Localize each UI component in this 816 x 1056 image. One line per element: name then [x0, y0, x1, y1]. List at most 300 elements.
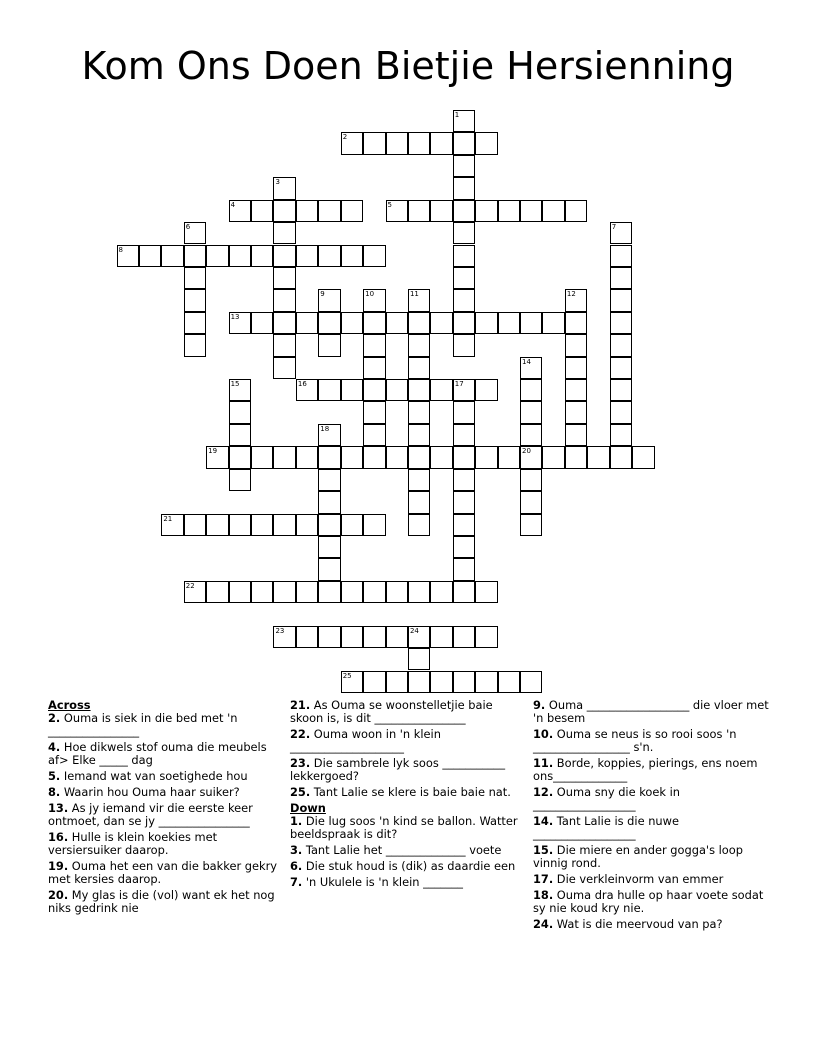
grid-cell[interactable] — [206, 581, 228, 603]
grid-cell[interactable] — [453, 334, 475, 356]
grid-cell[interactable] — [273, 334, 295, 356]
clue-item — [290, 699, 522, 725]
grid-cell[interactable] — [386, 671, 408, 693]
clue-item-number: 13. — [48, 801, 69, 815]
grid-cell[interactable] — [273, 177, 295, 199]
grid-cell[interactable] — [565, 424, 587, 446]
clue-item — [290, 876, 522, 889]
grid-cell[interactable] — [408, 514, 430, 536]
clue-item — [48, 889, 280, 915]
clue-item-text: Wat is die meervoud van pa? — [553, 917, 723, 931]
clue-number: 25 — [342, 671, 352, 680]
grid-cell[interactable] — [296, 626, 318, 648]
clue-item-text: My glas is die (vol) want ek het nog niks gedrink nie — [48, 888, 275, 915]
clue-number: 12 — [566, 290, 576, 299]
clue-item — [290, 844, 522, 857]
grid-cell[interactable] — [610, 424, 632, 446]
grid-cell[interactable] — [273, 267, 295, 289]
grid-cell[interactable] — [251, 312, 273, 334]
grid-cell[interactable] — [318, 626, 340, 648]
grid-cell[interactable] — [229, 514, 251, 536]
clue-item-number: 25. — [290, 785, 311, 799]
clue-number: 23 — [275, 626, 285, 635]
grid-cell[interactable] — [318, 558, 340, 580]
grid-cell[interactable] — [453, 289, 475, 311]
grid-cell[interactable] — [363, 312, 385, 334]
grid-cell[interactable] — [296, 245, 318, 267]
grid-cell[interactable] — [475, 132, 497, 154]
grid-cell[interactable] — [251, 245, 273, 267]
clue-item-number: 10. — [533, 727, 554, 741]
grid-cell[interactable] — [363, 581, 385, 603]
clue-item — [48, 712, 280, 738]
grid-cell[interactable] — [453, 491, 475, 513]
grid-cell[interactable] — [453, 177, 475, 199]
grid-cell[interactable] — [161, 514, 183, 536]
grid-cell[interactable] — [498, 312, 520, 334]
clue-item-number: 8. — [48, 785, 61, 799]
grid-cell[interactable] — [251, 200, 273, 222]
grid-cell[interactable] — [520, 514, 542, 536]
clue-item — [48, 860, 280, 886]
grid-cell[interactable] — [318, 536, 340, 558]
clue-number: 13 — [230, 312, 240, 321]
grid-cell[interactable] — [453, 267, 475, 289]
grid-cell[interactable] — [453, 514, 475, 536]
grid-cell[interactable] — [363, 626, 385, 648]
clue-item-number: 3. — [290, 843, 303, 857]
grid-cell[interactable] — [408, 581, 430, 603]
grid-cell[interactable] — [184, 267, 206, 289]
clue-item-number: 12. — [533, 785, 554, 799]
clue-item — [290, 757, 522, 783]
grid-cell[interactable] — [341, 379, 363, 401]
grid-cell[interactable] — [273, 200, 295, 222]
grid-cell[interactable] — [430, 312, 452, 334]
clue-item-text: Die lug soos 'n kind se ballon. Watter beeldspraak is dit? — [290, 814, 518, 841]
grid-cell[interactable] — [363, 446, 385, 468]
grid-cell[interactable] — [565, 200, 587, 222]
clue-item — [290, 860, 522, 873]
clue-number: 17 — [454, 380, 464, 389]
across-heading: Across — [48, 698, 91, 712]
clue-item — [533, 815, 773, 841]
grid-cell[interactable] — [475, 200, 497, 222]
grid-cell[interactable] — [430, 200, 452, 222]
grid-cell[interactable] — [610, 312, 632, 334]
clue-item-text: Ouma woon in 'n klein ____________________ — [290, 727, 441, 754]
grid-cell[interactable] — [206, 245, 228, 267]
clue-item-number: 14. — [533, 814, 554, 828]
grid-cell[interactable] — [206, 446, 228, 468]
clue-item — [533, 889, 773, 915]
grid-cell[interactable] — [542, 200, 564, 222]
clue-number: 21 — [163, 514, 173, 523]
clue-item-text: Waarin hou Ouma haar suiker? — [60, 785, 240, 799]
clue-number: 9 — [320, 290, 325, 299]
grid-cell[interactable] — [318, 245, 340, 267]
grid-cell[interactable] — [206, 514, 228, 536]
grid-cell[interactable] — [318, 200, 340, 222]
grid-cell[interactable] — [363, 514, 385, 536]
grid-cell[interactable] — [318, 491, 340, 513]
clue-item — [290, 786, 522, 799]
grid-cell[interactable] — [475, 626, 497, 648]
grid-cell[interactable] — [341, 446, 363, 468]
grid-cell[interactable] — [408, 334, 430, 356]
grid-cell[interactable] — [341, 245, 363, 267]
clue-item-number: 11. — [533, 756, 554, 770]
clue-item-text: Ouma het een van die bakker gekry met kersies daarop. — [48, 859, 278, 886]
grid-cell[interactable] — [296, 514, 318, 536]
grid-cell[interactable] — [318, 446, 340, 468]
grid-cell[interactable] — [318, 334, 340, 356]
grid-cell[interactable] — [453, 424, 475, 446]
grid-cell[interactable] — [386, 132, 408, 154]
grid-cell[interactable] — [229, 446, 251, 468]
clue-item — [533, 699, 773, 725]
grid-cell[interactable] — [475, 671, 497, 693]
clue-item-text: As jy iemand vir die eerste keer ontmoet, dan se jy ________________ — [48, 801, 253, 828]
grid-cell[interactable] — [475, 379, 497, 401]
grid-cell[interactable] — [408, 200, 430, 222]
grid-cell[interactable] — [318, 581, 340, 603]
clue-item — [533, 844, 773, 870]
clue-column-1 — [48, 699, 280, 918]
clue-item-number: 9. — [533, 698, 546, 712]
grid-cell[interactable] — [386, 312, 408, 334]
grid-cell[interactable] — [363, 401, 385, 423]
grid-cell[interactable] — [341, 581, 363, 603]
clue-item-text: Ouma __________________ die vloer met 'n besem — [533, 698, 769, 725]
grid-cell[interactable] — [498, 446, 520, 468]
grid-cell[interactable] — [386, 200, 408, 222]
clue-number: 3 — [275, 178, 280, 187]
grid-cell[interactable] — [453, 401, 475, 423]
clue-item-number: 4. — [48, 740, 61, 754]
grid-cell[interactable] — [408, 446, 430, 468]
grid-cell[interactable] — [453, 200, 475, 222]
grid-cell[interactable] — [363, 379, 385, 401]
grid-cell[interactable] — [430, 626, 452, 648]
grid-cell[interactable] — [273, 446, 295, 468]
clue-column-3 — [533, 699, 773, 934]
grid-cell[interactable] — [341, 671, 363, 693]
clue-item-number: 15. — [533, 843, 554, 857]
grid-cell[interactable] — [363, 334, 385, 356]
grid-cell[interactable] — [453, 132, 475, 154]
grid-cell[interactable] — [565, 334, 587, 356]
clue-item-number: 22. — [290, 727, 311, 741]
clue-item-text: Borde, koppies, pierings, ens noem ons_____________ — [533, 756, 758, 783]
grid-cell[interactable] — [184, 514, 206, 536]
grid-cell[interactable] — [318, 289, 340, 311]
grid-cell[interactable] — [229, 581, 251, 603]
grid-cell[interactable] — [520, 357, 542, 379]
clue-item-text: Iemand wat van soetighede hou — [60, 769, 248, 783]
grid-cell[interactable] — [610, 222, 632, 244]
grid-cell[interactable] — [273, 514, 295, 536]
grid-cell[interactable] — [520, 200, 542, 222]
clue-number: 24 — [409, 626, 419, 635]
grid-cell[interactable] — [453, 536, 475, 558]
grid-cell[interactable] — [520, 312, 542, 334]
grid-cell[interactable] — [453, 446, 475, 468]
grid-cell[interactable] — [184, 334, 206, 356]
grid-cell[interactable] — [430, 671, 452, 693]
clue-number: 18 — [320, 424, 330, 433]
clue-number: 15 — [230, 380, 240, 389]
grid-cell[interactable] — [273, 245, 295, 267]
grid-cell[interactable] — [341, 200, 363, 222]
grid-cell[interactable] — [610, 401, 632, 423]
clue-item — [533, 786, 773, 812]
clue-item-text: Tant Lalie het ______________ voete — [302, 843, 502, 857]
clue-item-text: Ouma sny die koek in __________________ — [533, 785, 680, 812]
clue-number: 11 — [409, 290, 419, 299]
grid-cell[interactable] — [430, 379, 452, 401]
clue-number: 10 — [365, 290, 375, 299]
grid-cell[interactable] — [139, 245, 161, 267]
grid-cell[interactable] — [386, 379, 408, 401]
clue-item-text: As Ouma se woonstelletjie baie skoon is, is dit ________________ — [290, 698, 493, 725]
grid-cell[interactable] — [296, 379, 318, 401]
clue-item-number: 17. — [533, 872, 554, 886]
grid-cell[interactable] — [453, 581, 475, 603]
clue-number: 6 — [185, 223, 191, 232]
grid-cell[interactable] — [430, 132, 452, 154]
grid-cell[interactable] — [408, 357, 430, 379]
clue-item-text: Tant Lalie se klere is baie baie nat. — [310, 785, 511, 799]
grid-cell[interactable] — [318, 424, 340, 446]
clue-number: 1 — [454, 111, 460, 119]
clue-item-text: Die verkleinvorm van emmer — [553, 872, 724, 886]
clue-item — [290, 728, 522, 754]
grid-cell[interactable] — [363, 671, 385, 693]
clue-item — [533, 873, 773, 886]
grid-cell[interactable] — [475, 581, 497, 603]
grid-cell[interactable] — [610, 245, 632, 267]
grid-cell[interactable] — [363, 357, 385, 379]
clue-item — [533, 728, 773, 754]
grid-cell[interactable] — [520, 446, 542, 468]
grid-cell[interactable] — [610, 334, 632, 356]
grid-cell[interactable] — [408, 312, 430, 334]
grid-cell[interactable] — [610, 289, 632, 311]
grid-cell[interactable] — [386, 581, 408, 603]
grid-cell[interactable] — [610, 357, 632, 379]
grid-cell[interactable] — [520, 671, 542, 693]
grid-cell[interactable] — [520, 424, 542, 446]
clue-item — [533, 757, 773, 783]
grid-cell[interactable] — [184, 289, 206, 311]
clue-item-text: Hulle is klein koekies met versiersuiker daarop. — [48, 830, 218, 857]
grid-cell[interactable] — [363, 424, 385, 446]
grid-cell[interactable] — [229, 469, 251, 491]
grid-cell[interactable] — [117, 245, 139, 267]
grid-cell[interactable] — [408, 424, 430, 446]
grid-cell[interactable] — [453, 155, 475, 177]
grid-cell[interactable] — [498, 200, 520, 222]
grid-cell[interactable] — [453, 110, 475, 132]
grid-cell[interactable] — [453, 222, 475, 244]
grid-cell[interactable] — [229, 379, 251, 401]
grid-cell[interactable] — [251, 581, 273, 603]
grid-cell[interactable] — [229, 401, 251, 423]
clue-number: 19 — [208, 447, 218, 456]
grid-cell[interactable] — [341, 626, 363, 648]
clue-item-number: 23. — [290, 756, 311, 770]
clue-item-text: Tant Lalie is die nuwe __________________ — [533, 814, 679, 841]
clue-item-number: 5. — [48, 769, 61, 783]
grid-cell[interactable] — [273, 289, 295, 311]
grid-cell[interactable] — [273, 626, 295, 648]
grid-cell[interactable] — [386, 626, 408, 648]
grid-cell[interactable] — [453, 245, 475, 267]
clue-number: 14 — [522, 357, 531, 366]
grid-cell[interactable] — [251, 514, 273, 536]
clue-item-number: 18. — [533, 888, 554, 902]
grid-cell[interactable] — [184, 245, 206, 267]
clue-item-number: 2. — [48, 711, 61, 725]
clue-number: 4 — [230, 200, 236, 209]
grid-cell[interactable] — [408, 401, 430, 423]
grid-cell[interactable] — [408, 648, 430, 670]
grid-cell[interactable] — [565, 357, 587, 379]
grid-cell[interactable] — [229, 245, 251, 267]
grid-cell[interactable] — [318, 379, 340, 401]
clue-item — [48, 770, 280, 783]
grid-cell[interactable] — [229, 312, 251, 334]
clue-number: 20 — [522, 447, 531, 456]
grid-cell[interactable] — [296, 446, 318, 468]
clue-item-number: 19. — [48, 859, 69, 873]
grid-cell[interactable] — [610, 267, 632, 289]
clue-number: 5 — [387, 200, 392, 209]
grid-cell[interactable] — [453, 312, 475, 334]
grid-cell[interactable] — [565, 289, 587, 311]
grid-cell[interactable] — [296, 312, 318, 334]
grid-cell[interactable] — [453, 379, 475, 401]
grid-cell[interactable] — [408, 132, 430, 154]
grid-cell[interactable] — [475, 446, 497, 468]
grid-cell[interactable] — [520, 379, 542, 401]
grid-cell[interactable] — [273, 312, 295, 334]
grid-cell[interactable] — [408, 289, 430, 311]
grid-cell[interactable] — [542, 446, 564, 468]
grid-cell[interactable] — [632, 446, 654, 468]
grid-cell[interactable] — [610, 446, 632, 468]
grid-cell[interactable] — [453, 671, 475, 693]
clue-item-text: Ouma is siek in die bed met 'n ________________ — [48, 711, 238, 738]
clue-item-text: 'n Ukulele is 'n klein _______ — [302, 875, 463, 889]
grid-cell[interactable] — [520, 469, 542, 491]
clue-item-number: 20. — [48, 888, 69, 902]
page-title: Kom Ons Doen Bietjie Hersienning — [81, 44, 735, 88]
grid-cell[interactable] — [341, 132, 363, 154]
grid-cell[interactable] — [318, 514, 340, 536]
grid-cell[interactable] — [565, 446, 587, 468]
grid-cell[interactable] — [565, 379, 587, 401]
grid-cell[interactable] — [408, 671, 430, 693]
grid-cell[interactable] — [184, 312, 206, 334]
grid-cell[interactable] — [408, 491, 430, 513]
grid-cell[interactable] — [273, 581, 295, 603]
clue-item-text: Ouma dra hulle op haar voete sodat sy nie koud kry nie. — [533, 888, 764, 915]
grid-cell[interactable] — [273, 357, 295, 379]
grid-cell[interactable] — [363, 245, 385, 267]
grid-cell[interactable] — [318, 312, 340, 334]
clue-item — [48, 831, 280, 857]
clue-item — [48, 741, 280, 767]
clue-item-text: Die stuk houd is (dik) as daardie een — [302, 859, 516, 873]
grid-cell[interactable] — [296, 200, 318, 222]
grid-cell[interactable] — [408, 379, 430, 401]
clue-item-text: Hoe dikwels stof ouma die meubels af> Elke _____ dag — [48, 740, 267, 767]
clue-number: 7 — [611, 223, 617, 232]
grid-cell[interactable] — [408, 626, 430, 648]
grid-cell[interactable] — [542, 312, 564, 334]
grid-cell[interactable] — [363, 289, 385, 311]
grid-cell[interactable] — [453, 626, 475, 648]
grid-cell[interactable] — [318, 469, 340, 491]
grid-cell[interactable] — [273, 222, 295, 244]
clue-item-text: Die sambrele lyk soos ___________ lekkergoed? — [290, 756, 506, 783]
clue-item — [290, 815, 522, 841]
grid-cell[interactable] — [520, 491, 542, 513]
grid-cell[interactable] — [341, 514, 363, 536]
grid-cell[interactable] — [565, 312, 587, 334]
grid-cell[interactable] — [229, 200, 251, 222]
grid-cell[interactable] — [498, 671, 520, 693]
grid-cell[interactable] — [161, 245, 183, 267]
grid-cell[interactable] — [475, 312, 497, 334]
clue-item — [48, 786, 280, 799]
grid-cell[interactable] — [363, 132, 385, 154]
grid-cell[interactable] — [386, 446, 408, 468]
grid-cell[interactable] — [610, 379, 632, 401]
grid-cell[interactable] — [430, 446, 452, 468]
grid-cell[interactable] — [565, 401, 587, 423]
grid-cell[interactable] — [296, 581, 318, 603]
grid-cell[interactable] — [341, 312, 363, 334]
clue-item-number: 1. — [290, 814, 303, 828]
clue-number: 16 — [297, 380, 307, 389]
clue-item-number: 7. — [290, 875, 303, 889]
clue-item-number: 24. — [533, 917, 554, 931]
grid-cell[interactable] — [408, 469, 430, 491]
clue-column-2 — [290, 699, 522, 892]
clue-item-number: 21. — [290, 698, 311, 712]
clue-number: 8 — [118, 245, 123, 254]
clue-item-text: Die miere en ander gogga's loop vinnig rond. — [533, 843, 743, 870]
grid-cell[interactable] — [453, 558, 475, 580]
clue-item-number: 16. — [48, 830, 69, 844]
clue-item-text: Ouma se neus is so rooi soos 'n _________________ s'n. — [533, 727, 737, 754]
grid-cell[interactable] — [587, 446, 609, 468]
grid-cell[interactable] — [184, 222, 206, 244]
grid-cell[interactable] — [184, 581, 206, 603]
grid-cell[interactable] — [251, 446, 273, 468]
clue-item — [48, 802, 280, 828]
clue-item-number: 6. — [290, 859, 303, 873]
clue-item — [533, 918, 773, 931]
grid-cell[interactable] — [229, 424, 251, 446]
clue-number: 2 — [342, 133, 348, 142]
grid-cell[interactable] — [430, 581, 452, 603]
grid-cell[interactable] — [453, 469, 475, 491]
grid-cell[interactable] — [520, 401, 542, 423]
